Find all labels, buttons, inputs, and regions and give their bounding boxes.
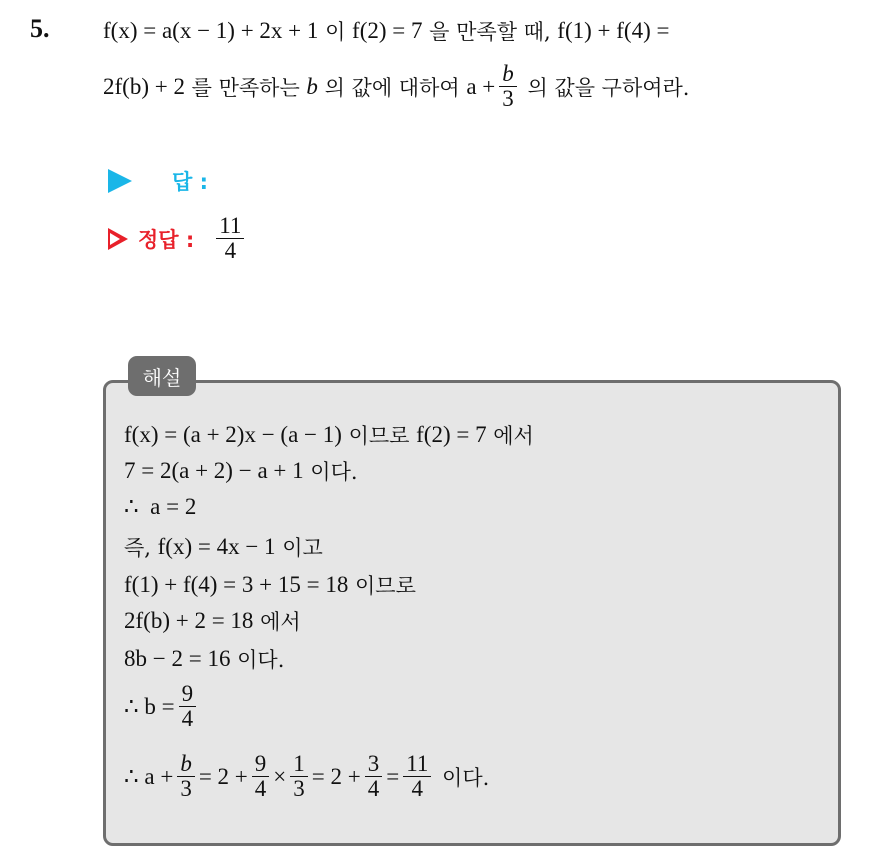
solution-text: 이므로 (348, 574, 416, 598)
math-operator: × (273, 763, 287, 789)
fraction (499, 62, 517, 111)
solution-line-2 (124, 456, 358, 486)
correct-answer-label: 정답 : (138, 227, 195, 252)
solution-line-8 (124, 682, 200, 731)
math-expression: ∴ a + (124, 763, 174, 789)
math-operator: = (386, 763, 400, 789)
fraction-numerator: b (177, 752, 195, 777)
solution-line-6 (124, 606, 301, 636)
math-expression: = 2 + (311, 763, 361, 789)
math-expression: 2f(b) + 2 (103, 73, 185, 99)
fraction-denominator: 4 (181, 706, 194, 732)
solution-text: 이다. (435, 765, 490, 790)
solution-text: 에서 (486, 424, 534, 448)
solution-line-7 (124, 644, 284, 674)
fraction-denominator: 3 (180, 776, 192, 802)
fraction (252, 752, 270, 801)
math-variable: b (306, 73, 318, 99)
math-expression: f(x) = 4x − 1 (157, 534, 276, 559)
problem-line-1 (103, 16, 669, 46)
math-expression: 2f(b) + 2 = 18 (124, 608, 254, 633)
play-triangle-icon (108, 169, 132, 193)
fraction-numerator: 9 (252, 752, 270, 777)
fraction-denominator: 3 (293, 776, 305, 802)
fraction-numerator: 3 (365, 752, 383, 777)
correct-answer-fraction (216, 214, 244, 263)
problem-text: 의 값을 구하여라. (520, 75, 690, 100)
correct-answer-row (108, 214, 248, 263)
fraction-numerator: 9 (179, 682, 197, 707)
solution-text: 이다. (230, 648, 285, 672)
math-expression: ∴ b = (124, 693, 175, 719)
solution-line-1 (124, 420, 534, 450)
solution-tag: 해설 (128, 356, 196, 396)
solution-text: 에서 (253, 610, 301, 634)
math-expression: f(2) = 7 (352, 18, 423, 43)
outline-triangle-icon (108, 228, 128, 250)
fraction-denominator: 4 (254, 776, 267, 802)
problem-text: 의 값에 대하여 (317, 75, 467, 100)
fraction-numerator: 1 (290, 752, 308, 777)
answer-row (108, 166, 208, 196)
solution-line-3 (124, 494, 196, 520)
fraction (179, 682, 197, 731)
solution-text: 이므로 (341, 424, 417, 448)
fraction-denominator: 3 (502, 86, 514, 112)
math-expression: f(2) = 7 (416, 422, 487, 447)
problem-line-2 (103, 62, 689, 111)
fraction-numerator: 11 (403, 752, 431, 777)
problem-text: 를 만족하는 (184, 75, 307, 100)
solution-text: 이다. (303, 460, 358, 484)
fraction-denominator: 4 (224, 238, 237, 264)
solution-line-4 (124, 532, 323, 562)
fraction (177, 752, 195, 801)
math-expression: f(x) = (a + 2)x − (a − 1) (124, 422, 342, 447)
fraction-denominator: 4 (411, 776, 424, 802)
fraction-numerator: b (499, 62, 517, 87)
solution-line-9 (124, 752, 489, 801)
math-expression: 8b − 2 = 16 (124, 646, 231, 671)
solution-line-5 (124, 570, 416, 600)
math-expression: = 2 + (198, 763, 248, 789)
answer-label: 답 : (172, 170, 208, 194)
math-expression: ∴ a = 2 (124, 494, 197, 519)
fraction (403, 752, 431, 801)
fraction-denominator: 4 (367, 776, 380, 802)
solution-text: 즉, (124, 536, 158, 560)
problem-number: 5. (30, 14, 50, 43)
math-expression: f(1) + f(4) = (557, 18, 670, 43)
problem-text: 이 (318, 20, 353, 44)
math-expression: f(x) = a(x − 1) + 2x + 1 (103, 18, 319, 43)
fraction (365, 752, 383, 801)
solution-text: 이고 (275, 536, 323, 560)
math-expression: 7 = 2(a + 2) − a + 1 (124, 458, 304, 483)
fraction (290, 752, 308, 801)
fraction-numerator: 11 (216, 214, 244, 239)
math-expression: f(1) + f(4) = 3 + 15 = 18 (124, 572, 349, 597)
problem-text: 을 만족할 때, (422, 20, 558, 44)
math-expression: a + (466, 73, 496, 99)
